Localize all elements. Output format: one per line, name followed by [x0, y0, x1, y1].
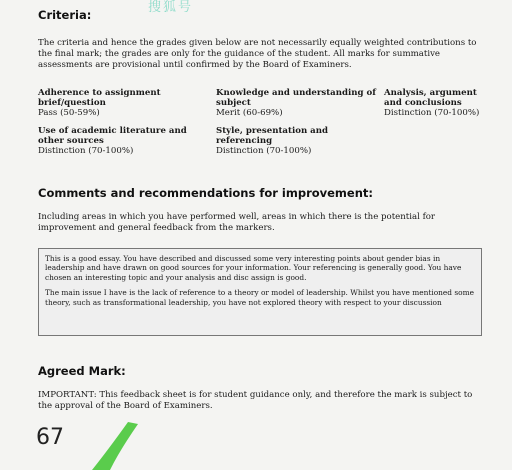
feedback-box [38, 248, 482, 336]
criterion-title: Analysis, argument and conclusions [384, 88, 477, 108]
criterion-title: Use of academic literature and other sources [38, 126, 187, 146]
feedback-paragraph: This is a good essay. You have described and discussed some very interesting points about gender bias in leadership and have drawn on good sources for your information. Your referencing is generally good. You have chosen an interesting topic and your analysis and disc assign is good. [45, 254, 462, 282]
feedback-paragraph: The main issue I have is the lack of reference to a theory or model of leadership. Whilst you have mentioned some theory, such as transformational leadership, you have not explored theory with respect to your discussion [45, 288, 474, 307]
comments-intro: Including areas in which you have performed well, areas in which there is the potential for improvement and general feedback from the markers. [38, 212, 436, 233]
comments-heading: Comments and recommendations for improvement: [38, 186, 373, 200]
agreed-mark-note: IMPORTANT: This feedback sheet is for student guidance only, and therefore the mark is subject to the approval of the Board of Examiners. [38, 390, 473, 411]
criterion-literature [38, 126, 198, 156]
criterion-grade: Distinction (70-100%) [38, 146, 134, 156]
agreed-mark-value: 67 [36, 425, 64, 450]
criterion-title: Style, presentation and referencing [216, 126, 329, 146]
criteria-heading: Criteria: [38, 8, 92, 22]
criterion-grade: Merit (60-69%) [216, 108, 283, 118]
agreed-mark-heading: Agreed Mark: [38, 364, 126, 378]
criterion-adherence [38, 88, 198, 118]
criterion-grade: Distinction (70-100%) [384, 108, 480, 118]
criteria-intro: The criteria and hence the grades given below are not necessarily equally weighted contributions to the final mark; the grades are only for the guidance of the student. All marks for summative assessments are provisional until confirmed by the Board of Examiners. [38, 38, 477, 70]
criterion-grade: Distinction (70-100%) [216, 146, 312, 156]
criterion-title: Adherence to assignment brief/question [38, 88, 161, 108]
criterion-analysis [384, 88, 488, 118]
criterion-title: Knowledge and understanding of subject [216, 88, 376, 108]
criterion-grade: Pass (50-59%) [38, 108, 100, 118]
watermark-text: 搜狐号 [148, 0, 194, 15]
green-brush-stroke [88, 420, 148, 470]
criterion-knowledge [216, 88, 386, 118]
criterion-style [216, 126, 366, 156]
